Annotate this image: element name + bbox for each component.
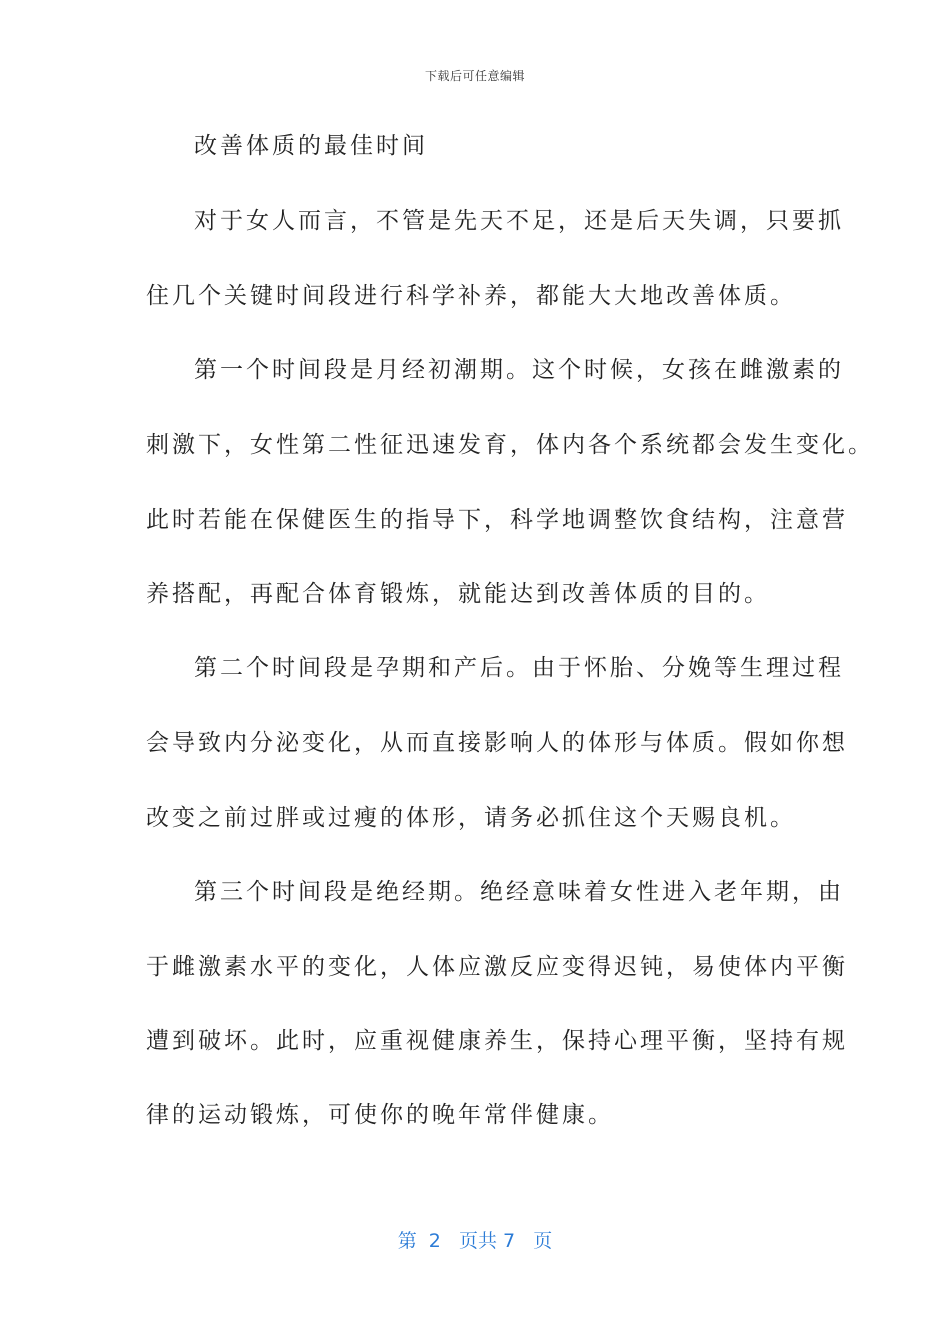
header-note: 下载后可任意编辑 (424, 69, 525, 83)
paragraph-line: 刺激下，女性第二性征迅速发育，体内各个系统都会发生变化。 (146, 432, 874, 458)
paragraph-line: 此时若能在保健医生的指导下，科学地调整饮食结构，注意营 (146, 507, 848, 533)
page-number-footer: 第 2 页共 7 页 (397, 1230, 553, 1252)
paragraph-line: 遭到破坏。此时，应重视健康养生，保持心理平衡，坚持有规 (146, 1028, 848, 1054)
paragraph-line: 律的运动锻炼，可使你的晚年常伴健康。 (146, 1102, 614, 1128)
paragraph-line: 对于女人而言，不管是先天不足，还是后天失调，只要抓 (194, 208, 844, 234)
paragraph-line: 改变之前过胖或过瘦的体形，请务必抓住这个天赐良机。 (146, 805, 796, 831)
paragraph-line: 于雌激素水平的变化，人体应激反应变得迟钝，易使体内平衡 (146, 954, 848, 980)
paragraph-line: 第一个时间段是月经初潮期。这个时候，女孩在雌激素的 (194, 357, 844, 383)
paragraph-line: 住几个关键时间段进行科学补养，都能大大地改善体质。 (146, 283, 796, 309)
paragraph-line: 养搭配，再配合体育锻炼，就能达到改善体质的目的。 (146, 581, 770, 607)
document-title: 改善体质的最佳时间 (194, 133, 428, 159)
paragraph-line: 第二个时间段是孕期和产后。由于怀胎、分娩等生理过程 (194, 655, 844, 681)
paragraph-line: 第三个时间段是绝经期。绝经意味着女性进入老年期，由 (194, 879, 844, 905)
paragraph-line: 会导致内分泌变化，从而直接影响人的体形与体质。假如你想 (146, 730, 848, 756)
